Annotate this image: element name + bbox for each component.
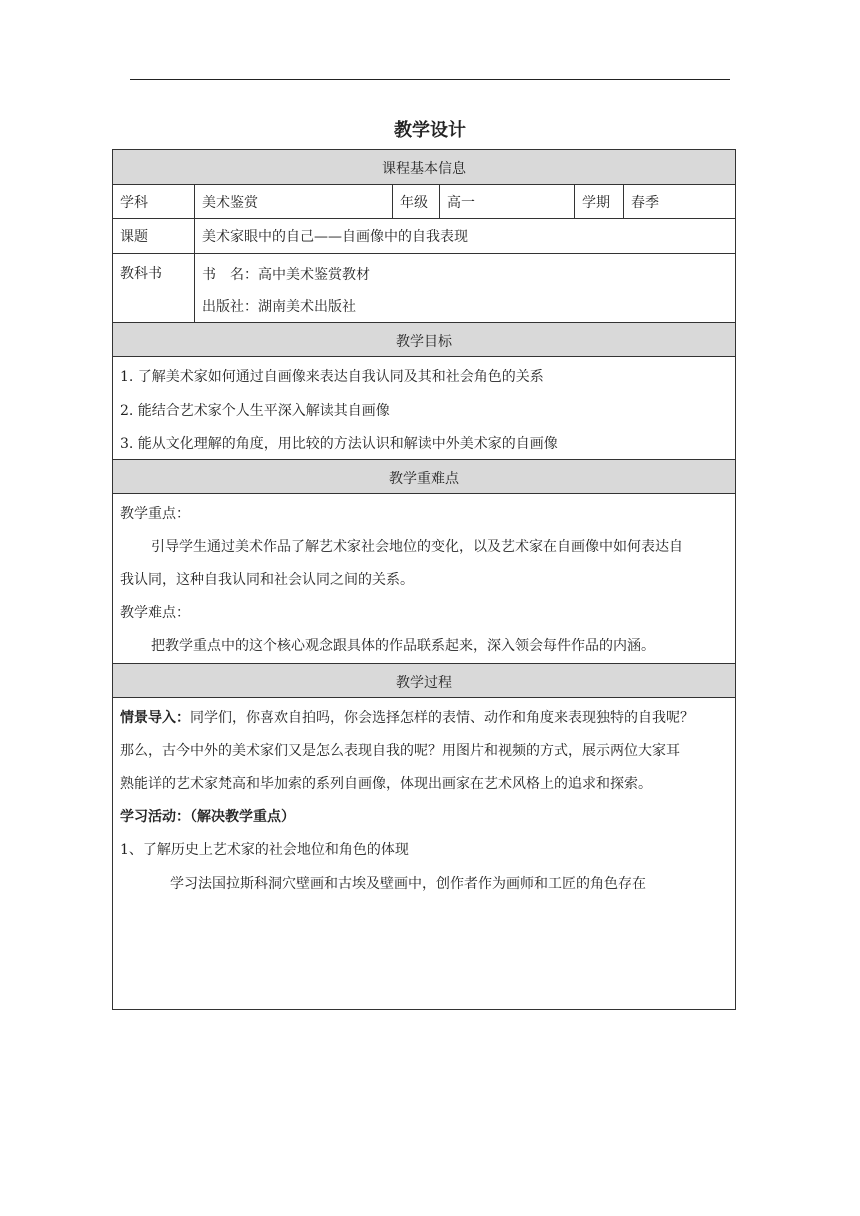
activity-label: 学习活动：（解决教学重点） xyxy=(120,809,295,825)
intro-text-line: 熟能详的艺术家梵高和毕加索的系列自画像，体现出画家在艺术风格上的追求和探索。 xyxy=(120,776,652,792)
difficulty-label: 教学难点： xyxy=(120,605,190,621)
key-point-text-line: 引导学生通过美术作品了解艺术家社会地位的变化，以及艺术家在自画像中如何表达自 xyxy=(151,539,683,555)
key-points-header xyxy=(113,460,735,494)
document-title: 教学设计 xyxy=(394,120,466,141)
objectives-header xyxy=(113,323,735,357)
intro-text-line: 同学们，你喜欢自拍吗，你会选择怎样的表情、动作和角度来表现独特的自我呢？ xyxy=(190,710,694,726)
subject-value: 美术鉴赏 xyxy=(195,185,393,218)
grade-label: 年级 xyxy=(393,185,440,218)
topic-label: 课题 xyxy=(113,219,195,253)
objectives-body xyxy=(113,357,735,460)
objective-item: 3. 能从文化理解的角度，用比较的方法认识和解读中外美术家的自画像 xyxy=(120,436,558,452)
topic-row xyxy=(113,219,735,254)
grade-value: 高一 xyxy=(440,185,575,218)
term-value: 春季 xyxy=(631,194,659,211)
lesson-plan-table xyxy=(112,149,736,1010)
intro-label: 情景导入： xyxy=(120,710,190,726)
objective-item: 1. 了解美术家如何通过自画像来表达自我认同及其和社会角色的关系 xyxy=(120,369,544,385)
key-point-label: 教学重点： xyxy=(120,506,190,522)
basic-info-header xyxy=(113,150,735,185)
objective-item: 2. 能结合艺术家个人生平深入解读其自画像 xyxy=(120,403,390,419)
key-points-body xyxy=(113,494,735,664)
subject-label: 学科 xyxy=(113,185,195,218)
textbook-row xyxy=(113,254,735,323)
intro-text-line: 那么，古今中外的美术家们又是怎么表现自我的呢？用图片和视频的方式，展示两位大家耳 xyxy=(120,743,680,759)
key-points-header-label: 教学重难点 xyxy=(389,471,459,487)
process-header xyxy=(113,664,735,698)
textbook-divider xyxy=(194,254,195,323)
topic-value: 美术家眼中的自己——自画像中的自我表现 xyxy=(202,229,468,245)
header-rule xyxy=(130,79,730,80)
key-point-text-line: 我认同，这种自我认同和社会认同之间的关系。 xyxy=(120,572,414,588)
textbook-publisher: 出版社：湖南美术出版社 xyxy=(202,299,356,315)
textbook-name: 书 名：高中美术鉴赏教材 xyxy=(202,267,370,283)
textbook-label: 教科书 xyxy=(113,254,195,322)
objectives-header-label: 教学目标 xyxy=(396,334,452,350)
process-body xyxy=(113,698,735,1010)
basic-info-header-label: 课程基本信息 xyxy=(382,161,466,177)
difficulty-text: 把教学重点中的这个核心观念跟具体的作品联系起来，深入领会每件作品的内涵。 xyxy=(151,638,655,654)
process-header-label: 教学过程 xyxy=(396,675,452,691)
subject-row xyxy=(113,185,735,219)
activity-step-detail: 学习法国拉斯科洞穴壁画和古埃及壁画中，创作者作为画师和工匠的角色存在 xyxy=(170,876,646,892)
activity-step: 1、了解历史上艺术家的社会地位和角色的体现 xyxy=(120,842,409,858)
term-label: 学期 xyxy=(575,185,624,218)
